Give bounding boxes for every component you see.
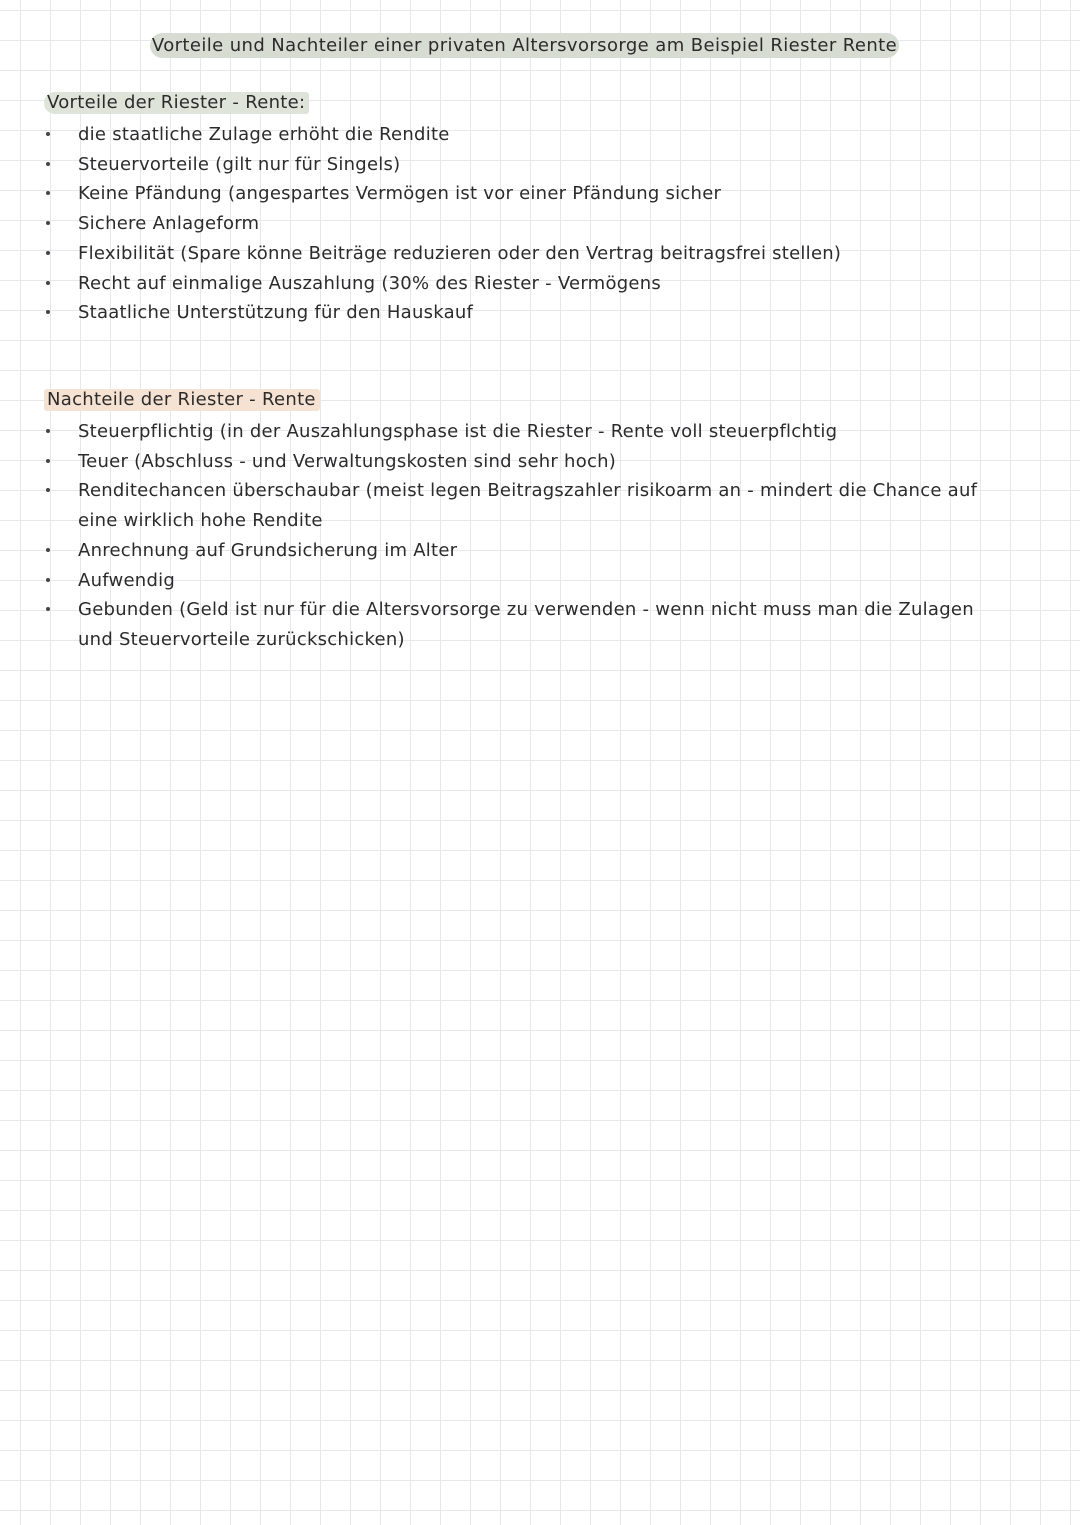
bullet-icon <box>46 578 50 582</box>
list-item-text: Teuer (Abschluss - und Verwaltungskosten sind sehr hoch) <box>78 450 617 472</box>
list-item <box>0 298 993 328</box>
bullet-icon <box>46 459 50 463</box>
bullet-icon <box>46 132 50 136</box>
list-item-text: Steuervorteile (gilt nur für Singels) <box>78 153 401 175</box>
list-item-text: Anrechnung auf Grundsicherung im Alter <box>78 539 458 561</box>
list-item <box>0 269 993 299</box>
list-item <box>0 566 993 596</box>
list-item <box>0 595 993 654</box>
list-item-text: Steuerpflichtig (in der Auszahlungsphase ist die Riester - Rente voll steuerpflchtig <box>78 421 838 442</box>
list-item <box>0 150 993 180</box>
bullet-icon <box>46 281 50 285</box>
bullet-icon <box>46 548 50 552</box>
list-item-text: Sichere Anlageform <box>78 213 260 235</box>
list-item <box>0 536 993 566</box>
list-item <box>0 417 993 447</box>
list-item <box>0 447 993 477</box>
bullet-icon <box>46 310 50 314</box>
list-item <box>0 179 993 209</box>
list-item <box>0 120 993 150</box>
list-item-text: Staatliche Unterstützung für den Hauskauf <box>78 302 474 324</box>
bullet-icon <box>46 251 50 255</box>
list-item <box>0 476 993 535</box>
bullet-icon <box>46 488 50 492</box>
list-item-text: Recht auf einmalige Auszahlung (30% des Riester - Vermögens <box>78 272 662 294</box>
bullet-icon <box>46 162 50 166</box>
list-item <box>0 209 993 239</box>
list-item-text: Renditechancen überschaubar (meist legen Beitragszahler risikoarm an - mindert die Chance auf eine wirklich hohe Rendite <box>78 480 978 532</box>
advantages-heading: Vorteile der Riester - Rente: <box>44 92 309 114</box>
list-item-text: die staatliche Zulage erhöht die Rendite <box>78 124 450 145</box>
list-item <box>0 239 993 269</box>
list-item-text: Keine Pfändung (angespartes Vermögen ist vor einer Pfändung sicher <box>78 183 722 205</box>
advantages-list <box>0 120 993 328</box>
list-item-text: Aufwendig <box>78 569 176 591</box>
list-item-text: Gebunden (Geld ist nur für die Altersvorsorge zu verwenden - wenn nicht muss man die Zulagen und Steuervorteile zurückschicken) <box>78 599 974 650</box>
bullet-icon <box>46 221 50 225</box>
bullet-icon <box>46 607 50 611</box>
list-item-text: Flexibilität (Spare könne Beiträge reduzieren oder den Vertrag beitragsfrei stellen) <box>78 242 842 264</box>
page-title: Vorteile und Nachteiler einer privaten Altersvorsorge am Beispiel Riester Rente <box>151 35 898 56</box>
disadvantages-heading: Nachteile der Riester - Rente <box>44 389 320 411</box>
bullet-icon <box>46 191 50 195</box>
bullet-icon <box>46 429 50 433</box>
disadvantages-list <box>0 417 993 655</box>
